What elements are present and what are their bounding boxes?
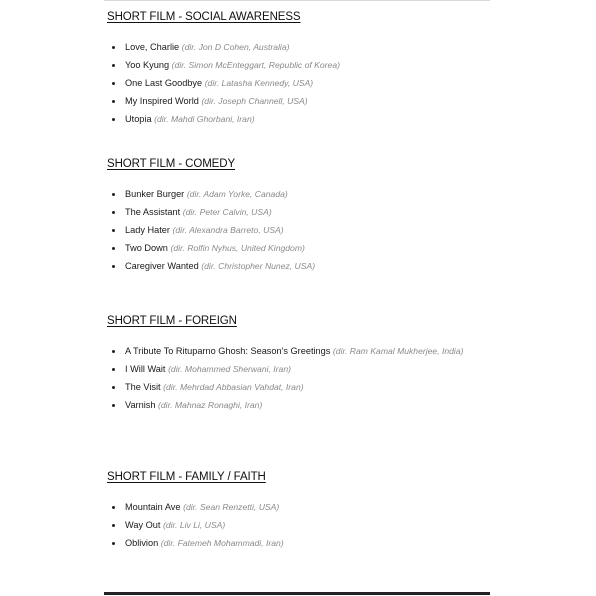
film-list bbox=[107, 38, 507, 128]
bullet-icon bbox=[112, 404, 115, 407]
film-title: Varnish bbox=[125, 400, 156, 410]
list-item bbox=[107, 396, 507, 414]
film-credit: (dir. Fatemeh Mohammadi, Iran) bbox=[160, 538, 284, 548]
bullet-icon bbox=[112, 350, 115, 353]
list-item bbox=[107, 203, 507, 221]
list-item bbox=[107, 110, 507, 128]
film-title: Love, Charlie bbox=[125, 42, 180, 52]
film-title: Mountain Ave bbox=[125, 502, 181, 512]
section-social-awareness bbox=[107, 11, 507, 128]
film-credit: (dir. Sean Renzetti, USA) bbox=[183, 502, 280, 512]
film-credit: (dir. Adam Yorke, Canada) bbox=[186, 189, 288, 199]
section-title: SHORT FILM - COMEDY bbox=[107, 158, 236, 170]
section-family-faith bbox=[107, 471, 507, 552]
film-credit: (dir. Mahnaz Ronaghi, Iran) bbox=[158, 400, 263, 410]
film-credit: (dir. Mohammed Sherwani, Iran) bbox=[168, 364, 291, 374]
top-divider bbox=[104, 0, 490, 1]
list-item bbox=[107, 342, 505, 360]
film-list bbox=[107, 185, 507, 275]
film-title: Lady Hater bbox=[125, 225, 170, 235]
bullet-icon bbox=[112, 64, 115, 67]
film-credit: (dir. Peter Calvin, USA) bbox=[182, 207, 272, 217]
list-item bbox=[107, 221, 507, 239]
bullet-icon bbox=[112, 211, 115, 214]
film-title: I Will Wait bbox=[125, 364, 166, 374]
film-credit: (dir. Christopher Nunez, USA) bbox=[201, 261, 316, 271]
list-item bbox=[107, 239, 507, 257]
film-credit: (dir. Liv Li, USA) bbox=[162, 520, 226, 530]
bullet-icon bbox=[112, 118, 115, 121]
list-item bbox=[107, 360, 507, 378]
film-title: A Tribute To Rituparno Ghosh: Season's Greetings bbox=[125, 346, 331, 356]
film-title: The Visit bbox=[125, 382, 161, 392]
list-item bbox=[107, 56, 507, 74]
list-item bbox=[107, 534, 507, 552]
bullet-icon bbox=[112, 100, 115, 103]
list-item bbox=[107, 185, 507, 203]
film-title: My Inspired World bbox=[125, 96, 199, 106]
bullet-icon bbox=[112, 524, 115, 527]
bullet-icon bbox=[112, 386, 115, 389]
section-foreign bbox=[107, 315, 507, 414]
list-item bbox=[107, 38, 507, 56]
bullet-icon bbox=[112, 368, 115, 371]
film-list bbox=[107, 498, 507, 552]
list-item bbox=[107, 498, 507, 516]
film-title: Utopia bbox=[125, 114, 152, 124]
film-title: One Last Goodbye bbox=[125, 78, 203, 88]
film-title: Way Out bbox=[125, 520, 161, 530]
film-credit: (dir. Alexandra Barreto, USA) bbox=[172, 225, 284, 235]
bullet-icon bbox=[112, 46, 115, 49]
list-item bbox=[107, 92, 507, 110]
film-title: Caregiver Wanted bbox=[125, 261, 199, 271]
bullet-icon bbox=[112, 247, 115, 250]
film-title: Bunker Burger bbox=[125, 189, 185, 199]
film-list bbox=[107, 342, 507, 414]
bullet-icon bbox=[112, 82, 115, 85]
film-title: Two Down bbox=[125, 243, 168, 253]
bottom-divider bbox=[104, 592, 490, 595]
section-title: SHORT FILM - FOREIGN bbox=[107, 315, 237, 327]
bullet-icon bbox=[112, 193, 115, 196]
film-title: The Assistant bbox=[125, 207, 181, 217]
section-title: SHORT FILM - SOCIAL AWARENESS bbox=[107, 11, 301, 23]
list-item bbox=[107, 516, 507, 534]
bullet-icon bbox=[112, 265, 115, 268]
film-credit: (dir. Simon McEnteggart, Republic of Korea) bbox=[171, 60, 340, 70]
film-credit: (dir. Rolfin Nyhus, United Kingdom) bbox=[170, 243, 305, 253]
bullet-icon bbox=[112, 506, 115, 509]
section-title: SHORT FILM - FAMILY / FAITH bbox=[107, 471, 266, 483]
film-title: Oblivion bbox=[125, 538, 159, 548]
bullet-icon bbox=[112, 229, 115, 232]
list-item bbox=[107, 378, 507, 396]
film-credit: (dir. Jon D Cohen, Australia) bbox=[181, 42, 290, 52]
film-credit: (dir. Mehrdad Abbasian Vahdat, Iran) bbox=[163, 382, 304, 392]
film-credit: (dir. Latasha Kennedy, USA) bbox=[204, 78, 314, 88]
film-credit: (dir. Mahdi Ghorbani, Iran) bbox=[154, 114, 255, 124]
list-item bbox=[107, 257, 507, 275]
bullet-icon bbox=[112, 542, 115, 545]
list-item bbox=[107, 74, 507, 92]
section-comedy bbox=[107, 158, 507, 275]
film-credit: (dir. Ram Kamal Mukherjee, India) bbox=[332, 346, 464, 356]
film-credit: (dir. Joseph Channell, USA) bbox=[201, 96, 308, 106]
film-title: Yoo Kyung bbox=[125, 60, 170, 70]
